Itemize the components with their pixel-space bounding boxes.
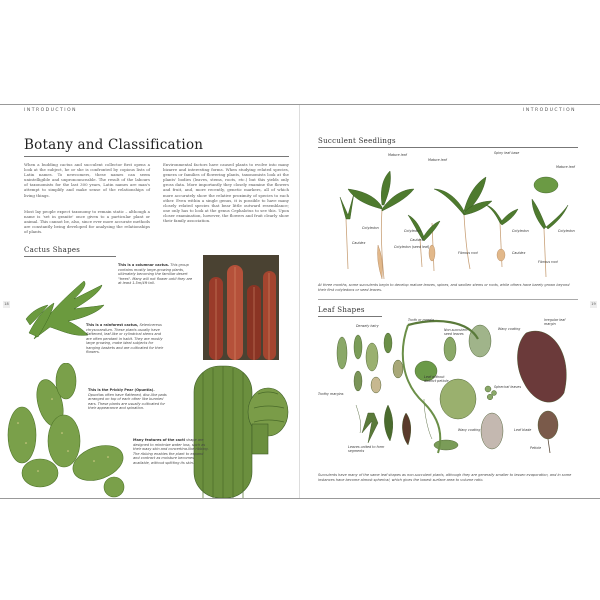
rainforest-cactus-caption: This is a rainforest cactus, Selenicereus chrysocardium. These plants usually have flattened, leaf-like or cylindrical stems and are often pendant in habit. They are mostly large growing, make ideal subjects for hanging baskets and are cultivated for their flowers. bbox=[86, 323, 164, 354]
seedlings-heading-rule bbox=[318, 147, 578, 148]
seedling-label-cauldex-2: Cauldex bbox=[410, 238, 424, 242]
cactus-features-caption: Many features of the cacti shape are designed to minimize water loss, such as their waxy skin and concertina-like ribbing. The ribbing enables the plant to expand and contract as moisture becomes available, without splitting its skin. bbox=[133, 438, 209, 465]
cactus-heading-rule bbox=[24, 256, 116, 257]
seedling-label-fibrous-root-2: Fibrous root bbox=[538, 260, 558, 264]
page-number-left: 18 bbox=[4, 302, 9, 306]
running-head-left: INTRODUCTION bbox=[24, 108, 77, 113]
seedling-label-spiny-leaf-base: Spiny leaf base bbox=[494, 151, 520, 155]
prickly-pear-illustration bbox=[4, 363, 126, 498]
columnar-cactus-caption: This is a columnar cactus. This group contains mostly large-growing plants, ultimately becoming the familiar desert "trees". Many will not flower until they are at least 1.5m/4ft tall. bbox=[118, 263, 193, 285]
leaf-label-united-segments: Leaves united to form segments bbox=[348, 445, 385, 453]
leaf-shapes-heading: Leaf Shapes bbox=[318, 306, 365, 314]
leaf-label-spherical: Spherical leaves bbox=[494, 385, 522, 389]
page-title: Botany and Classification bbox=[24, 137, 204, 153]
leaf-label-no-petiole: Leaf without distinct petiole bbox=[424, 375, 449, 383]
leaf-label-leaf-blade: Leaf blade bbox=[514, 428, 532, 432]
leaf-label-wavy-coating-1: Wavy coating bbox=[498, 327, 521, 331]
leaf-label-wavy-coating-2: Wavy coating bbox=[458, 428, 481, 432]
seedling-label-cotyledon-4: Cotyledon bbox=[558, 229, 575, 233]
book-spread bbox=[0, 104, 600, 499]
seedling-label-cotyledon-2: Cotyledon bbox=[404, 229, 421, 233]
cactus-shapes-heading: Cactus Shapes bbox=[24, 246, 81, 254]
leaf-label-non-succulent: Non-succulent seed leaves bbox=[444, 328, 468, 336]
seedling-label-cotyledon-seed-leaf: Cotyledon (seed leaf) bbox=[394, 245, 430, 249]
leaf-shapes-caption: Succulents have many of the same leaf shapes as non-succulent plants, although they are generally smaller to lessen evaporation, and in some instances have become almost spherical, which gives the lowest surface area to volume ratio. bbox=[318, 473, 572, 482]
running-head-right: INTRODUCTION bbox=[523, 108, 576, 113]
intro-paragraph-3: Environmental factors have caused plants to evolve into many bizarre and interesting forms. When studying related species, genera or families of flowering plants, taxonomists look at the plants' bodies (leaves, stems, roots, etc.) but this yields only gross data. More importantly they closely examine the flowers and fruit, and, more recently, genetic markers, all of which more accurately show the relative proximity of species to each other. Even within a single genus, it is possible to have many closely related species that bear little outward resemblance; one only has to look at the genus Cephalotus to see this. Upon closer examination, however, the flowers and fruit clearly show their family association. bbox=[163, 162, 289, 224]
prickly-pear-caption: This is the Prickly Pear (Opuntia). Opuntias often have flattened, disc-like pads arranged on top of each other like bunnies' ears. These plants are usually cultivated for their appearance and spination. bbox=[88, 388, 167, 410]
seedlings-caption: At three months, some succulents begin to develop mature leaves, spines, and swollen stems or roots, while others have barely grown beyond their first cotyledons or seed leaves. bbox=[318, 283, 570, 292]
seedling-label-mature-leaf-3: Mature leaf bbox=[556, 165, 575, 169]
seedling-label-fibrous-root-1: Fibrous root bbox=[458, 251, 478, 255]
leaf-label-tooth-margin: Tooth or margin bbox=[408, 318, 435, 322]
seedling-label-cotyledon-1: Cotyledon bbox=[362, 226, 379, 230]
seedling-label-cauldex-1: Cauldex bbox=[352, 241, 366, 245]
leaf-label-irregular-margin: Irregular leaf margin bbox=[544, 318, 566, 326]
intro-paragraph-1: When a budding cactus and succulent collector first opens a look at the subject, he or she is confronted by copious lists of Latin names. To newcomers, these names can seem unintelligible and unpronounceable. The result of the labours of taxonomists for the last 300 years, Latin names are man's attempt to simplify and make sense of the relationships of living things. bbox=[24, 162, 150, 198]
columnar-cactus-photo bbox=[203, 255, 279, 360]
seedling-label-cotyledon-3: Cotyledon bbox=[512, 229, 529, 233]
succulent-seedlings-heading: Succulent Seedlings bbox=[318, 137, 396, 145]
seedling-label-mature-leaf-1: Mature leaf bbox=[388, 153, 407, 157]
intro-paragraph-2: Most lay people expect taxonomy to remain static – although a name is 'set in granite' once given to a particular plant or animal. This cannot be, also, since ever more accurate methods are constantly being developed for analysing the relationships of plants. bbox=[24, 209, 150, 235]
section-divider bbox=[318, 299, 578, 300]
leaf-label-densely-hairy: Densely hairy bbox=[356, 324, 379, 328]
seedling-label-mature-leaf-2: Mature leaf bbox=[428, 158, 447, 162]
leaf-label-toothy-margins: Toothy margins bbox=[318, 392, 344, 396]
page-number-right: 19 bbox=[591, 302, 596, 306]
seedling-label-cauldex-3: Cauldex bbox=[512, 251, 526, 255]
barrel-cactus-illustration bbox=[188, 360, 290, 498]
title-rule bbox=[24, 156, 289, 157]
leaf-label-petiole: Petiole bbox=[530, 446, 542, 450]
spine-gutter bbox=[299, 105, 300, 498]
